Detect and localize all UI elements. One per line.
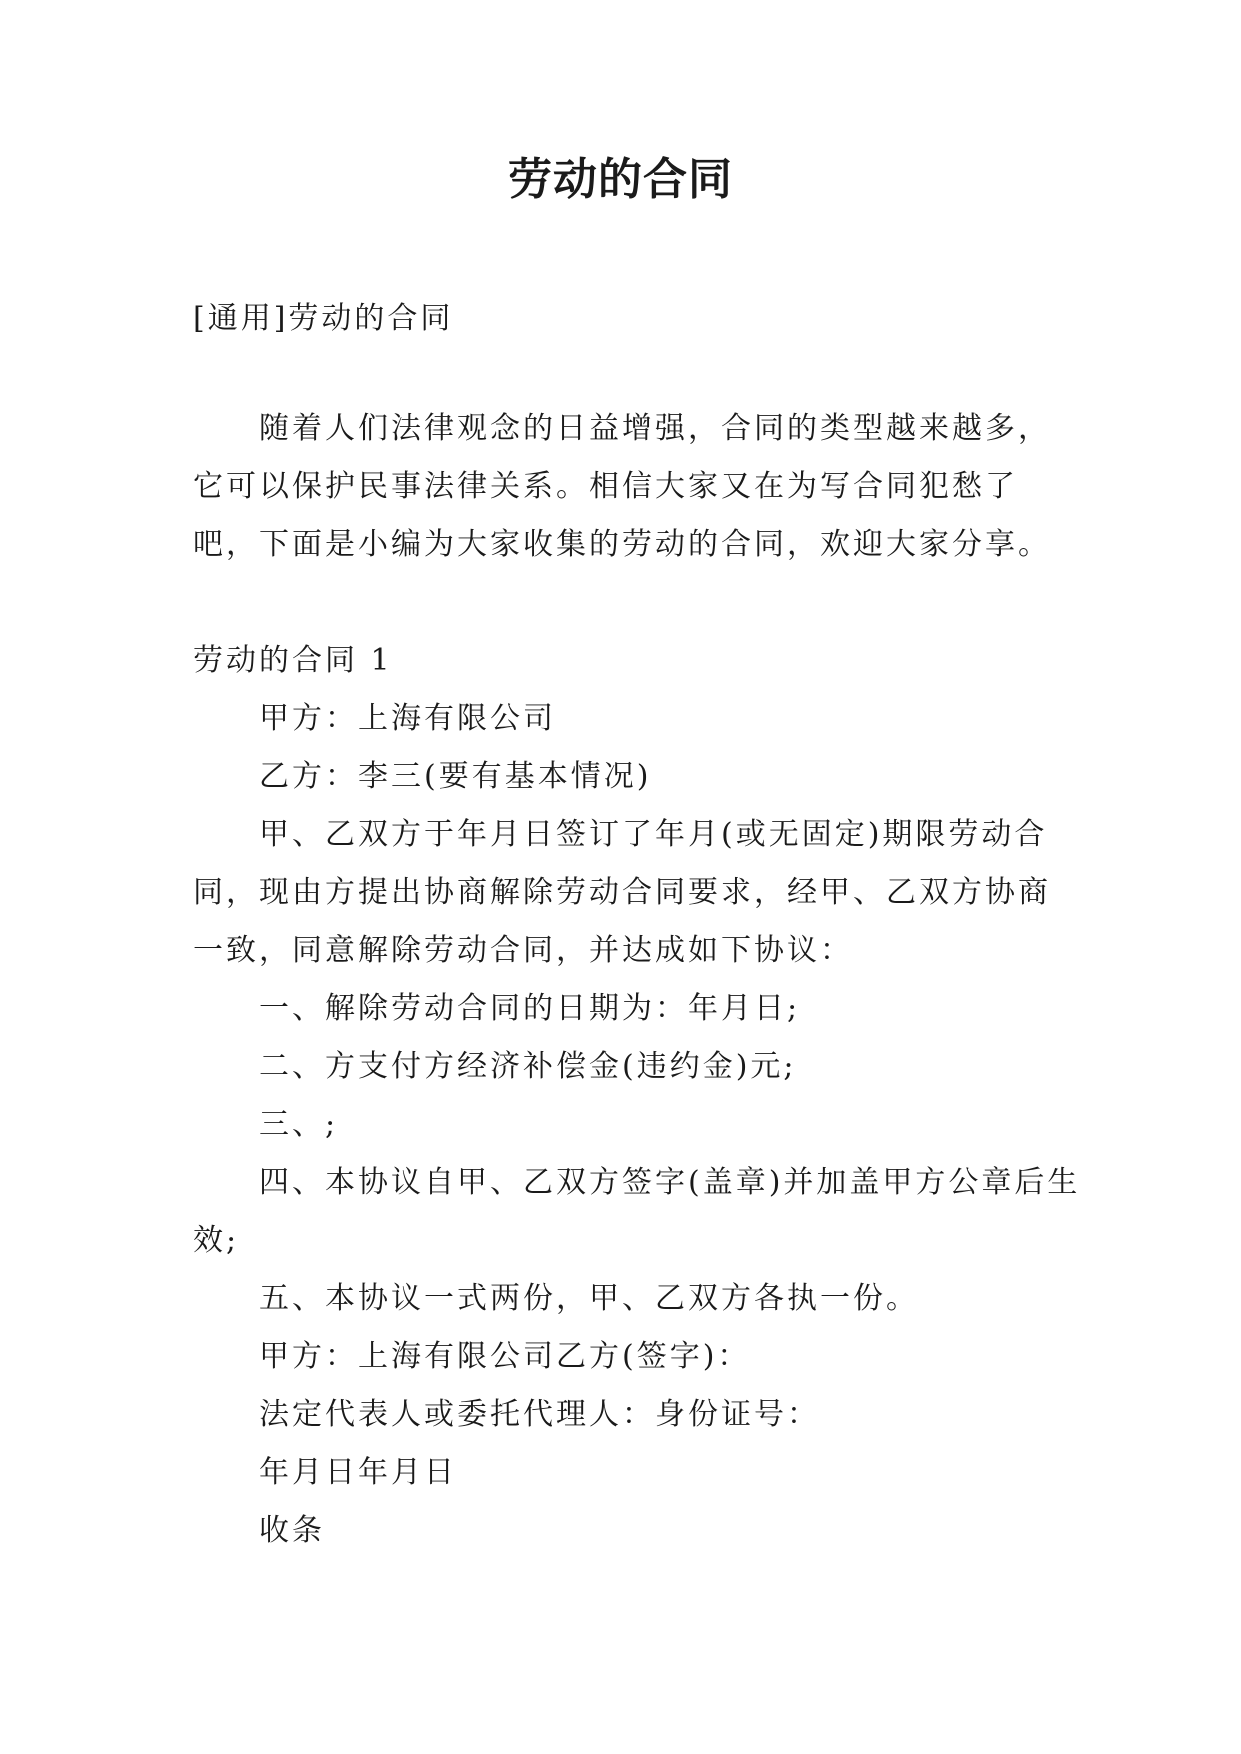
section-heading: 劳动的合同 1 [193, 643, 393, 678]
clause-4: 四、本协议自甲、乙双方签字(盖章)并加盖甲方公章后生效; [193, 1165, 1081, 1258]
receipt-heading: 收条 [259, 1513, 325, 1548]
intro-paragraph: 随着人们法律观念的日益增强，合同的类型越来越多，它可以保护民事法律关系。相信大家又在为写合同犯愁了吧，下面是小编为大家收集的劳动的合同，欢迎大家分享。 [193, 411, 1051, 562]
document-title: 劳动的合同 [508, 154, 733, 205]
clause-5: 五、本协议一式两份，甲、乙双方各执一份。 [259, 1281, 919, 1316]
clause-2: 二、方支付方经济补偿金(违约金)元; [259, 1049, 797, 1084]
representative-line: 法定代表人或委托代理人：身份证号： [259, 1397, 820, 1432]
clause-1: 一、解除劳动合同的日期为：年月日; [259, 991, 801, 1026]
document-body [193, 290, 1083, 1560]
clause-3: 三、; [259, 1107, 339, 1142]
party-a-line: 甲方：上海有限公司 [259, 701, 556, 736]
document-subtitle: [通用]劳动的合同 [193, 301, 454, 336]
date-line: 年月日年月日 [259, 1455, 457, 1490]
agreement-paragraph: 甲、乙双方于年月日签订了年月(或无固定)期限劳动合同，现由方提出协商解除劳动合同要求，经甲、乙双方协商一致，同意解除劳动合同，并达成如下协议： [193, 817, 1051, 968]
party-b-line: 乙方：李三(要有基本情况) [259, 759, 652, 794]
signature-line: 甲方：上海有限公司乙方(签字)： [259, 1339, 751, 1374]
